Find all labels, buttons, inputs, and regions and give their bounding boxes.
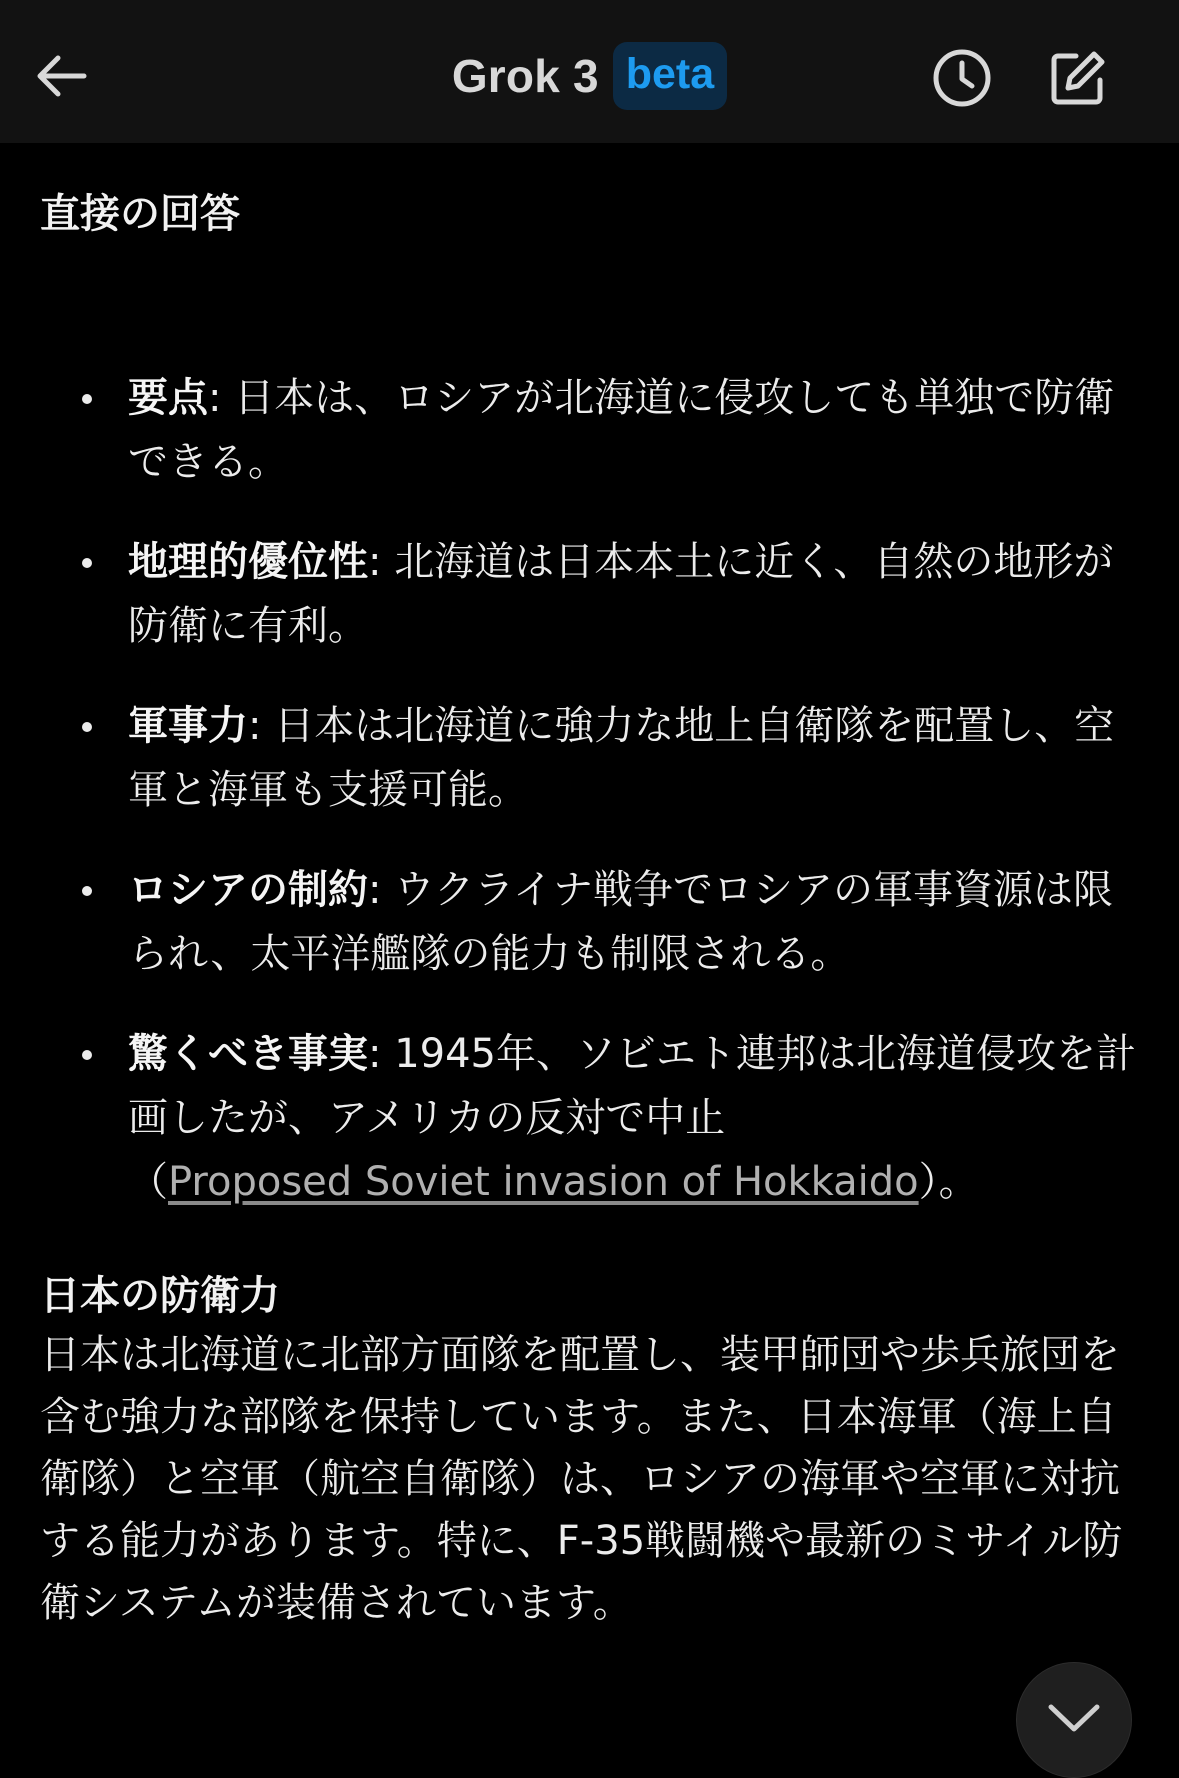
history-button[interactable] bbox=[928, 44, 996, 112]
bullet-dot bbox=[82, 722, 92, 732]
chevron-down-icon bbox=[1047, 1703, 1101, 1733]
bullet-dot bbox=[82, 886, 92, 896]
clock-icon bbox=[932, 48, 992, 108]
list-item bbox=[40, 366, 1140, 494]
link-open-paren: （ bbox=[128, 1159, 168, 1205]
list-item bbox=[40, 1022, 1140, 1214]
beta-badge: beta bbox=[613, 42, 727, 110]
bullet-text: : ウクライナ戦争でロシアの軍事資源は限られ、太平洋艦隊の能力も制限される。 bbox=[128, 867, 1113, 977]
list-item bbox=[40, 530, 1140, 658]
list-item bbox=[40, 858, 1140, 986]
bullet-label: 驚くべき事実 bbox=[128, 1031, 368, 1077]
bullet-label: ロシアの制約 bbox=[128, 867, 368, 913]
bullet-text: : 日本は、ロシアが北海道に侵攻しても単独で防衛できる。 bbox=[128, 375, 1115, 485]
bullet-dot bbox=[82, 558, 92, 568]
edit-icon bbox=[1048, 48, 1108, 108]
response-content bbox=[40, 186, 1140, 1626]
defense-body: 日本は北海道に北部方面隊を配置し、装甲師団や歩兵旅団を含む強力な部隊を保持しています。また、日本海軍（海上自衛隊）と空軍（航空自衛隊）は、ロシアの海軍や空軍に対抗する能力があります。特に、F-35戦闘機や最新のミサイル防衛システムが装備されています。 bbox=[40, 1332, 1123, 1626]
defense-heading: 日本の防衛力 bbox=[40, 1273, 280, 1319]
top-bar bbox=[0, 0, 1179, 143]
answer-bullets bbox=[40, 366, 1140, 1250]
new-chat-button[interactable] bbox=[1044, 44, 1112, 112]
bullet-label: 軍事力 bbox=[128, 703, 248, 749]
list-item bbox=[40, 694, 1140, 822]
bullet-label: 地理的優位性 bbox=[128, 539, 368, 585]
bullet-text: : 北海道は日本本土に近く、自然の地形が防衛に有利。 bbox=[128, 539, 1114, 649]
link-close-paren: ）。 bbox=[918, 1159, 979, 1205]
bullet-text: : 1945年、ソビエト連邦は北海道侵攻を計画したが、アメリカの反対で中止 bbox=[128, 1031, 1136, 1141]
answer-heading: 直接の回答 bbox=[40, 191, 240, 237]
defense-section bbox=[40, 1268, 1150, 1634]
bullet-dot bbox=[82, 394, 92, 404]
bullet-label: 要点 bbox=[128, 375, 208, 421]
source-link[interactable]: Proposed Soviet invasion of Hokkaido bbox=[168, 1159, 919, 1205]
bullet-text: : 日本は北海道に強力な地上自衛隊を配置し、空軍と海軍も支援可能。 bbox=[128, 703, 1115, 813]
app-title: Grok 3 bbox=[451, 50, 599, 102]
header-title bbox=[0, 40, 1179, 112]
scroll-to-bottom-button[interactable] bbox=[1016, 1662, 1132, 1778]
bullet-dot bbox=[82, 1050, 92, 1060]
